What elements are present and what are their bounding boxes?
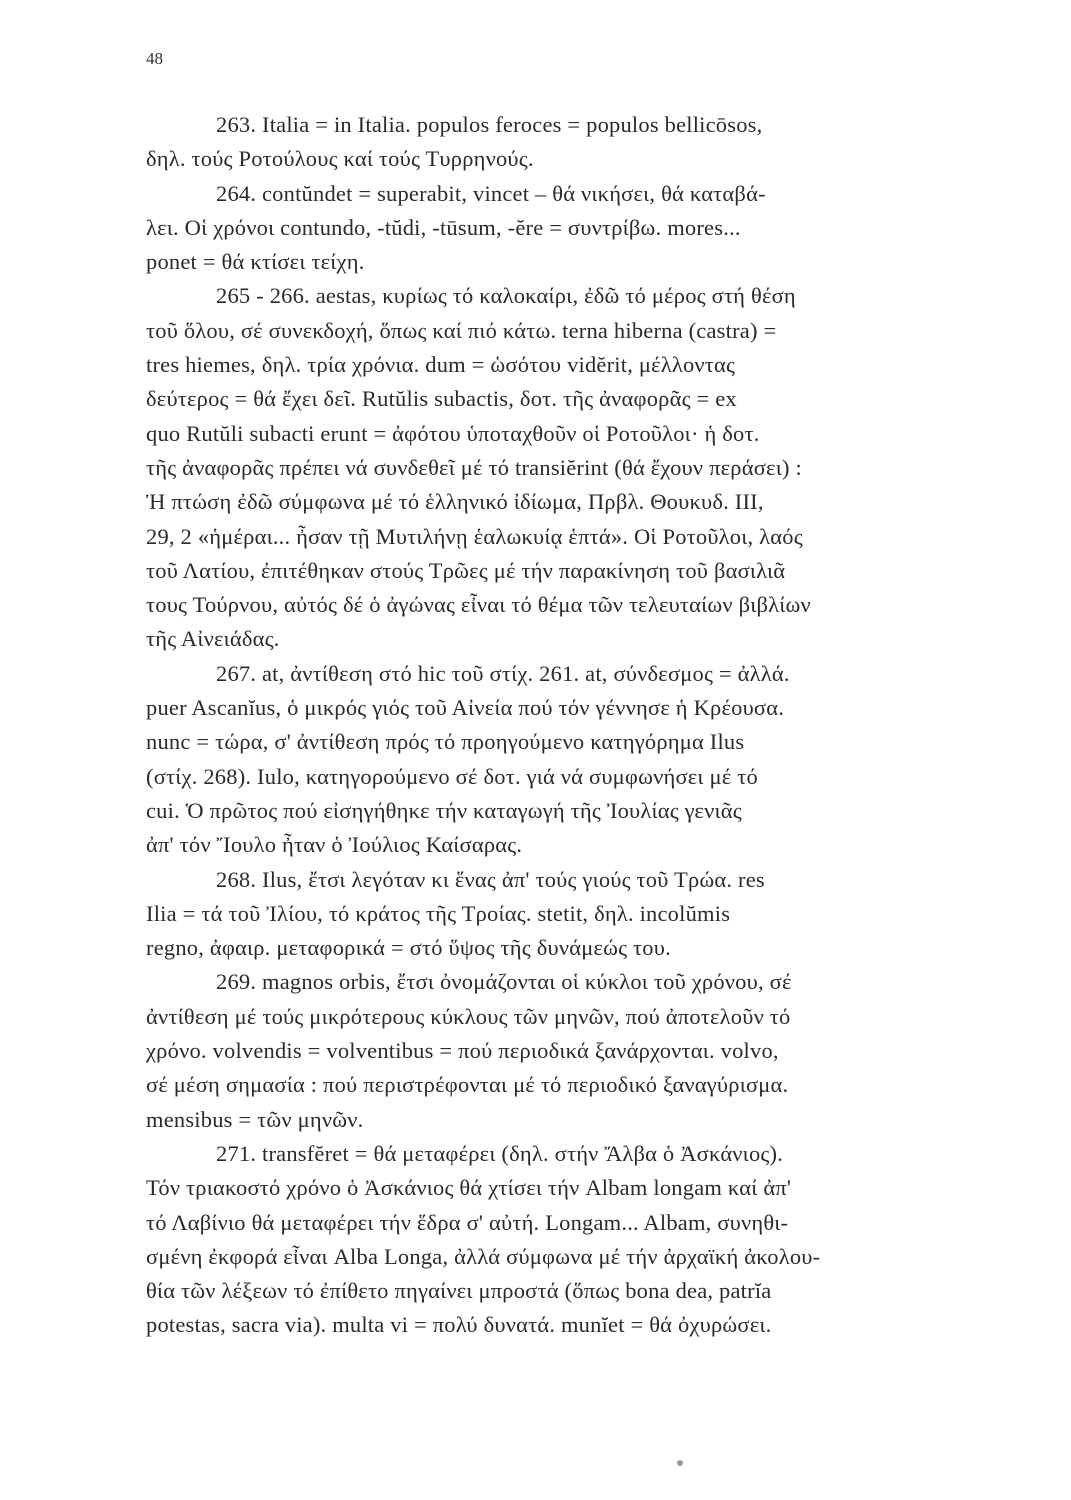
text-line: 268. Ilus, ἔτσι λεγόταν κι ἕνας ἀπ' τούς γιούς τοῦ Τρώα. res (216, 866, 765, 892)
text-line: τῆς Αἰνειάδας. (146, 626, 280, 652)
ink-speck (677, 1460, 683, 1466)
text-line: puer Ascanĭus, ὁ μικρός γιός τοῦ Αἰνεία πού τόν γέννησε ἡ Κρέουσα. (146, 695, 785, 721)
text-line: ponet = θά κτίσει τείχη. (146, 249, 365, 275)
text-line: 265 - 266. aestas, κυρίως τό καλοκαίρι, ἐδῶ τό μέρος στή θέση (216, 283, 796, 309)
text-line: nunc = τώρα, σ' ἀντίθεση πρός τό προηγούμενο κατηγόρημα Ilus (146, 729, 745, 755)
text-line: 263. Italia = in Italia. populos feroces = populos bellicōsos, (216, 112, 763, 137)
text-line: δεύτερος = θά ἔχει δεῖ. Rutŭlis subactis, δοτ. τῆς ἀναφορᾶς = ex (146, 386, 737, 412)
text-line: τῆς ἀναφορᾶς πρέπει νά συνδεθεῖ μέ τό transiĕrint (θά ἔχουν περάσει) : (146, 454, 802, 480)
text-line: (στίχ. 268). Iulo, κατηγορούμενο σέ δοτ. γιά νά συμφωνήσει μέ τό (146, 763, 758, 789)
text-line: ἀπ' τόν Ἴουλο ἦταν ὁ Ἰούλιος Καίσαρας. (146, 832, 523, 858)
text-line: θία τῶν λέξεων τό ἐπίθετο πηγαίνει μπροστά (ὅπως bona dea, patrĭa (146, 1278, 772, 1304)
page-number: 48 (146, 49, 163, 68)
text-line: 271. transfĕret = θά μεταφέρει (δηλ. στήν Ἄλβα ὁ Ἀσκάνιος). (216, 1140, 784, 1166)
text-line: mensibus = τῶν μηνῶν. (146, 1106, 364, 1132)
text-line: τους Τούρνου, αὐτός δέ ὁ ἀγώνας εἶναι τό θέμα τῶν τελευταίων βιβλίων (146, 592, 811, 618)
text-line: τοῦ Λατίου, ἐπιτέθηκαν στούς Τρῶες μέ τήν παρακίνηση τοῦ βασιλιᾶ (146, 557, 786, 583)
text-line: Τόν τριακοστό χρόνο ὁ Ἀσκάνιος θά χτίσει τήν Albam longam καί ἀπ' (146, 1175, 792, 1201)
text-line: σέ μέση σημασία : πού περιστρέφονται μέ τό περιοδικό ξαναγύρισμα. (146, 1072, 789, 1098)
text-line: potestas, sacra via). multa vi = πολύ δυνατά. munĭet = θά ὀχυρώσει. (146, 1312, 772, 1338)
text-line: regno, ἀφαιρ. μεταφορικά = στό ὕψος τῆς δυνάμεώς του. (146, 935, 671, 961)
text-line: χρόνο. volvendis = volventibus = πού περιοδικά ξανάρχονται. volvo, (146, 1038, 779, 1064)
text-line: Ἡ πτώση ἐδῶ σύμφωνα μέ τό ἑλληνικό ἰδίωμα, Πρβλ. Θουκυδ. III, (146, 489, 764, 515)
text-line: λει. Οἱ χρόνοι contundo, -tŭdi, -tūsum, -ĕre = συντρίβω. mores... (146, 214, 741, 240)
text-line: 267. at, ἀντίθεση στό hic τοῦ στίχ. 261. at, σύνδεσμος = ἀλλά. (216, 660, 790, 686)
text-line: δηλ. τούς Ροτούλους καί τούς Τυρρηνούς. (146, 146, 534, 172)
text-line: tres hiemes, δηλ. τρία χρόνια. dum = ὡσότου vidĕrit, μέλλοντας (146, 352, 736, 378)
text-line: Ilia = τά τοῦ Ἰλίου, τό κράτος τῆς Τροίας. stetit, δηλ. incolŭmis (146, 900, 731, 926)
text-line: quo Rutŭli subacti erunt = ἀφότου ὑποταχθοῦν οἱ Ροτοῦλοι· ἡ δοτ. (146, 420, 760, 446)
text-line: τοῦ ὅλου, σέ συνεκδοχή, ὅπως καί πιό κάτω. terna hiberna (castra) = (146, 317, 777, 343)
text-line: 264. contŭndet = superabit, vincet – θά νικήσει, θά καταβά- (216, 180, 766, 206)
text-line: cui. Ὁ πρῶτος πού εἰσηγήθηκε τήν καταγωγή τῆς Ἰουλίας γενιᾶς (146, 797, 742, 823)
commentary-text (146, 108, 1026, 1343)
text-line: 269. magnos orbis, ἔτσι ὀνομάζονται οἱ κύκλοι τοῦ χρόνου, σέ (216, 969, 792, 995)
text-line: 29, 2 «ἡμέραι... ἦσαν τῇ Μυτιλήνῃ ἑαλωκυίᾳ ἑπτά». Οἱ Ροτοῦλοι, λαός (146, 523, 803, 549)
text-line: τό Λαβίνιο θά μεταφέρει τήν ἕδρα σ' αὐτή. Longam... Albam, συνηθι- (146, 1209, 789, 1235)
text-line: σμένη ἐκφορά εἶναι Alba Longa, ἀλλά σύμφωνα μέ τήν ἀρχαϊκή ἀκολου- (146, 1243, 821, 1269)
text-line: ἀντίθεση μέ τούς μικρότερους κύκλους τῶν μηνῶν, πού ἀποτελοῦν τό (146, 1003, 791, 1029)
